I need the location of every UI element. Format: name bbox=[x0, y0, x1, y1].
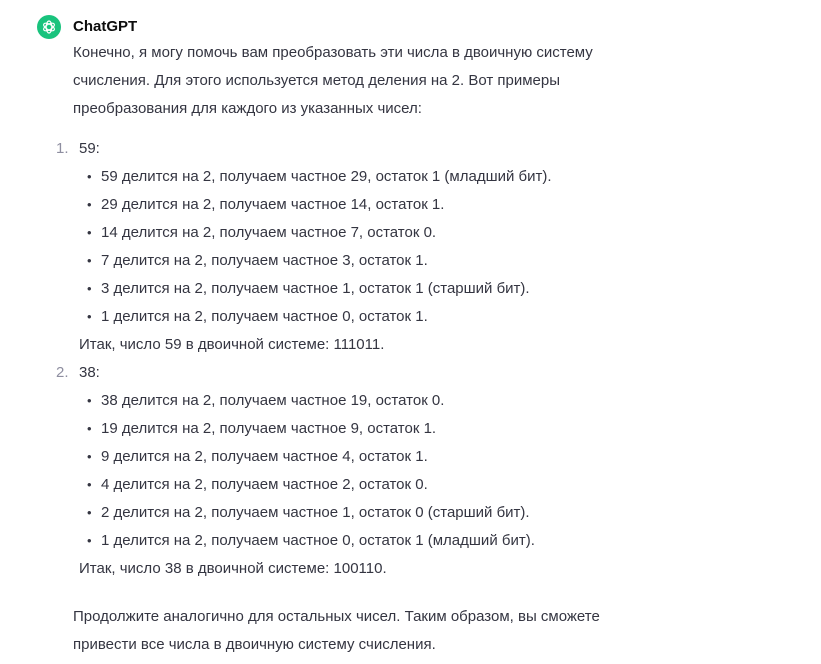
bullet-dot-icon: • bbox=[87, 225, 92, 240]
step-item bbox=[87, 387, 673, 415]
message-content bbox=[56, 39, 673, 659]
step-text: 3 делится на 2, получаем частное 1, остаток 1 (старший бит). bbox=[101, 280, 530, 297]
step-text: 9 делится на 2, получаем частное 4, остаток 1. bbox=[101, 448, 428, 465]
step-item bbox=[87, 415, 673, 443]
step-text: 7 делится на 2, получаем частное 3, остаток 1. bbox=[101, 252, 428, 269]
list-marker: 1. bbox=[56, 140, 69, 157]
step-item bbox=[87, 499, 673, 527]
number-heading: 59: bbox=[79, 140, 100, 157]
intro-paragraph: Конечно, я могу помочь вам преобразовать эти числа в двоичную систему счисления. Для этого используется метод деления на 2. Вот примеры преобразования для каждого из указанных чисел: bbox=[73, 44, 593, 117]
step-text: 19 делится на 2, получаем частное 9, остаток 1. bbox=[101, 420, 437, 437]
bullet-dot-icon: • bbox=[87, 393, 92, 408]
step-text: 2 делится на 2, получаем частное 1, остаток 0 (старший бит). bbox=[101, 504, 530, 521]
number-item bbox=[56, 135, 673, 359]
bullet-dot-icon: • bbox=[87, 477, 92, 492]
step-text: 14 делится на 2, получаем частное 7, остаток 0. bbox=[101, 224, 437, 241]
chatgpt-avatar bbox=[37, 15, 61, 39]
steps-list bbox=[79, 163, 673, 331]
bullet-dot-icon: • bbox=[87, 197, 92, 212]
bullet-dot-icon: • bbox=[87, 253, 92, 268]
bullet-dot-icon: • bbox=[87, 309, 92, 324]
step-item bbox=[87, 471, 673, 499]
bullet-dot-icon: • bbox=[87, 505, 92, 520]
step-item bbox=[87, 247, 673, 275]
step-text: 38 делится на 2, получаем частное 19, остаток 0. bbox=[101, 392, 445, 409]
bullet-dot-icon: • bbox=[87, 281, 92, 296]
numbers-list bbox=[56, 135, 673, 583]
bullet-dot-icon: • bbox=[87, 169, 92, 184]
step-item bbox=[87, 443, 673, 471]
steps-list bbox=[79, 387, 673, 555]
result-text: Итак, число 59 в двоичной системе: 111011. bbox=[79, 336, 385, 353]
number-heading: 38: bbox=[79, 364, 100, 381]
list-marker: 2. bbox=[56, 364, 69, 381]
step-item bbox=[87, 191, 673, 219]
step-text: 4 делится на 2, получаем частное 2, остаток 0. bbox=[101, 476, 428, 493]
bullet-dot-icon: • bbox=[87, 421, 92, 436]
author-name: ChatGPT bbox=[73, 18, 138, 35]
step-text: 1 делится на 2, получаем частное 0, остаток 1. bbox=[101, 308, 428, 325]
step-text: 59 делится на 2, получаем частное 29, остаток 1 (младший бит). bbox=[101, 168, 552, 185]
step-item bbox=[87, 275, 673, 303]
outro-paragraph: Продолжите аналогично для остальных чисел. Таким образом, вы сможете привести все числа в двоичную систему счисления. bbox=[73, 608, 600, 653]
bullet-dot-icon: • bbox=[87, 533, 92, 548]
result-text: Итак, число 38 в двоичной системе: 100110. bbox=[79, 560, 387, 577]
number-item bbox=[56, 359, 673, 583]
step-item bbox=[87, 219, 673, 247]
bullet-dot-icon: • bbox=[87, 449, 92, 464]
step-item bbox=[87, 163, 673, 191]
step-text: 1 делится на 2, получаем частное 0, остаток 1 (младший бит). bbox=[101, 532, 535, 549]
openai-logo-icon bbox=[41, 19, 57, 35]
step-text: 29 делится на 2, получаем частное 14, остаток 1. bbox=[101, 196, 445, 213]
step-item bbox=[87, 303, 673, 331]
step-item bbox=[87, 527, 673, 555]
